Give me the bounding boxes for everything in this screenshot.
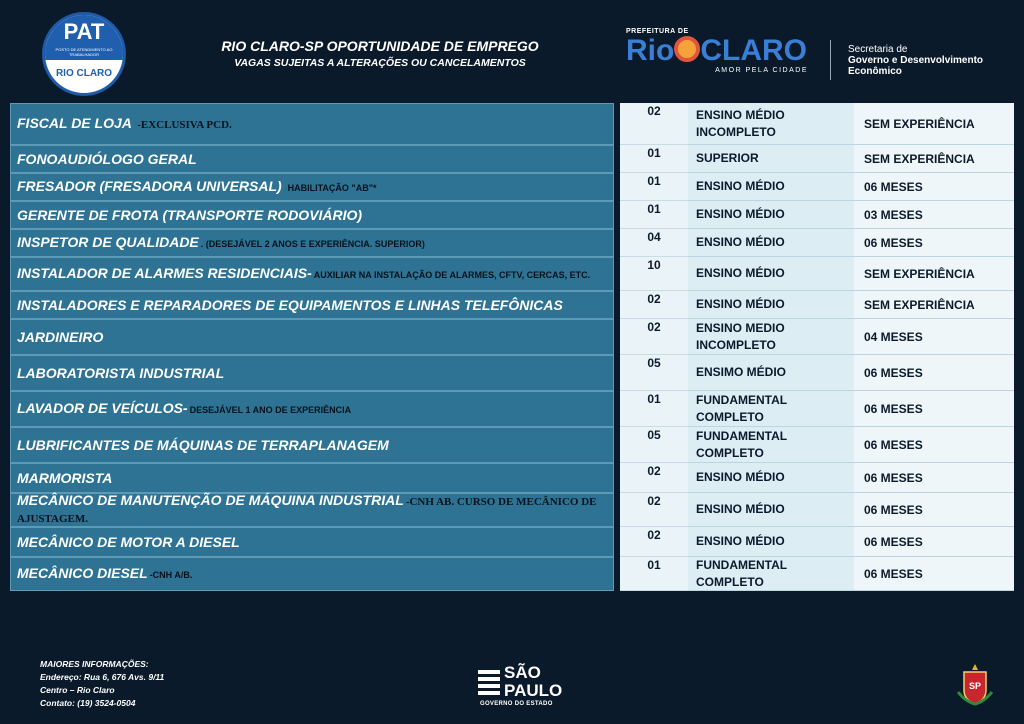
table-row <box>10 493 1014 527</box>
vacancy-count: 01 <box>620 201 688 229</box>
education-requirement: FUNDAMENTAL COMPLETO <box>688 427 854 463</box>
education-requirement: ENSINO MÉDIO <box>688 173 854 201</box>
vacancy-count: 02 <box>620 463 688 493</box>
job-title-cell <box>10 103 614 145</box>
job-title-wrapper <box>17 152 197 167</box>
prefeitura-rio-claro-logo <box>626 28 826 84</box>
vacancy-count: 05 <box>620 355 688 391</box>
job-title: MARMORISTA <box>17 469 113 486</box>
education-requirement: FUNDAMENTAL COMPLETO <box>688 557 854 591</box>
rio-claro-wordmark <box>626 35 826 67</box>
education-requirement: ENSINO MÉDIO <box>688 229 854 257</box>
education-requirement: ENSINO MÉDIO <box>688 527 854 557</box>
education-requirement: FUNDAMENTAL COMPLETO <box>688 391 854 427</box>
secretaria-label <box>848 44 983 77</box>
info-title: MAIORES INFORMAÇÕES: <box>40 659 149 669</box>
job-title-wrapper <box>17 179 376 196</box>
table-row <box>10 463 1014 493</box>
table-row <box>10 257 1014 291</box>
table-row <box>10 229 1014 257</box>
location-pin-icon <box>674 36 700 62</box>
experience-requirement: SEM EXPERIÊNCIA <box>854 291 1014 319</box>
jobs-table <box>10 103 1014 591</box>
vacancy-count: 10 <box>620 257 688 291</box>
experience-requirement: 06 MESES <box>854 557 1014 591</box>
job-title: MECÂNICO DE MANUTENÇÃO DE MÁQUINA INDUSTRIAL <box>17 492 404 508</box>
sp-coat-of-arms-icon <box>956 662 994 706</box>
vacancy-count: 02 <box>620 493 688 527</box>
table-row <box>10 103 1014 145</box>
vacancy-count: 02 <box>620 319 688 355</box>
job-requirement-note: . (DESEJÁVEL 2 ANOS E EXPERIÊNCIA. SUPERIOR) <box>200 238 425 249</box>
address: Endereço: Rua 6, 676 Avs. 9/11 <box>40 672 165 682</box>
experience-requirement: 06 MESES <box>854 391 1014 427</box>
pat-logo <box>42 12 126 96</box>
vacancy-count: 02 <box>620 103 688 145</box>
job-requirement-note: HABILITAÇÃO "AB"* <box>287 182 377 193</box>
table-row <box>10 173 1014 201</box>
experience-requirement: 06 MESES <box>854 355 1014 391</box>
job-title: LUBRIFICANTES DE MÁQUINAS DE TERRAPLANAGEM <box>17 436 389 453</box>
education-requirement: ENSINO MÉDIO <box>688 493 854 527</box>
job-requirement-note: -CNH A/B. <box>149 569 193 580</box>
education-requirement: SUPERIOR <box>688 145 854 173</box>
pat-logo-subtitle: POSTO DE ATENDIMENTO AO TRABALHADOR <box>45 47 123 60</box>
tagline: AMOR PELA CIDADE <box>715 67 808 74</box>
sao-paulo-gov-logo <box>478 663 563 708</box>
job-requirement-note: -EXCLUSIVA PCD. <box>137 118 232 131</box>
job-title-cell <box>10 527 614 557</box>
table-row <box>10 391 1014 427</box>
job-title: FRESADOR (FRESADORA UNIVERSAL) <box>17 177 286 194</box>
table-row <box>10 201 1014 229</box>
job-title-wrapper <box>17 235 425 252</box>
vacancy-count: 02 <box>620 291 688 319</box>
job-title-cell <box>10 319 614 355</box>
job-title: JARDINEIRO <box>17 328 104 345</box>
header-divider <box>830 40 831 80</box>
experience-requirement: 03 MESES <box>854 201 1014 229</box>
claro-word: CLARO <box>700 34 807 67</box>
job-title-wrapper <box>17 471 112 486</box>
job-title-cell <box>10 557 614 591</box>
table-row <box>10 355 1014 391</box>
job-title-cell <box>10 463 614 493</box>
city: Centro – Rio Claro <box>40 685 115 695</box>
rio-word: Rio <box>626 34 675 67</box>
job-title-cell <box>10 355 614 391</box>
education-requirement: ENSINO MÉDIO INCOMPLETO <box>688 103 854 145</box>
experience-requirement: 06 MESES <box>854 463 1014 493</box>
sp-wordmark <box>504 664 562 700</box>
job-title-wrapper <box>17 266 590 283</box>
vacancy-count: 01 <box>620 145 688 173</box>
table-row <box>10 291 1014 319</box>
page-title: RIO CLARO-SP OPORTUNIDADE DE EMPREGO <box>221 38 539 54</box>
job-title-wrapper <box>17 535 240 550</box>
experience-requirement: 06 MESES <box>854 229 1014 257</box>
job-title-wrapper <box>17 330 103 345</box>
job-title-wrapper <box>17 401 351 418</box>
job-title-cell <box>10 229 614 257</box>
job-title-cell <box>10 201 614 229</box>
table-row <box>10 427 1014 463</box>
experience-requirement: 04 MESES <box>854 319 1014 355</box>
sp-line2: PAULO <box>504 681 563 700</box>
job-title-wrapper <box>17 116 232 133</box>
pat-logo-brand: RIO CLARO <box>55 67 113 79</box>
pat-logo-title: PAT <box>45 15 123 51</box>
vacancy-count: 01 <box>620 173 688 201</box>
job-title-cell <box>10 257 614 291</box>
job-title-wrapper <box>17 438 389 453</box>
experience-requirement: 06 MESES <box>854 173 1014 201</box>
job-title-wrapper <box>17 366 224 381</box>
sp-line1: SÃO <box>504 663 541 682</box>
table-row <box>10 319 1014 355</box>
education-requirement: ENSINO MÉDIO <box>688 201 854 229</box>
job-title: LABORATORISTA INDUSTRIAL <box>17 364 225 381</box>
contact-phone: Contato: (19) 3524-0504 <box>40 698 136 708</box>
job-title-cell <box>10 493 614 527</box>
job-title: MECÂNICO DE MOTOR A DIESEL <box>17 533 240 550</box>
education-requirement: ENSIMO MÉDIO <box>688 355 854 391</box>
sp-flag-icon <box>478 670 500 698</box>
job-title-cell <box>10 391 614 427</box>
job-title-wrapper <box>17 298 563 313</box>
job-title-cell <box>10 291 614 319</box>
education-requirement: ENSINO MÉDIO <box>688 463 854 493</box>
job-title-cell <box>10 145 614 173</box>
experience-requirement: 06 MESES <box>854 527 1014 557</box>
experience-requirement: SEM EXPERIÊNCIA <box>854 145 1014 173</box>
job-requirement-note: DESEJÁVEL 1 ANO DE EXPERIÊNCIA <box>189 404 352 415</box>
table-row <box>10 145 1014 173</box>
vacancy-count: 01 <box>620 391 688 427</box>
experience-requirement: SEM EXPERIÊNCIA <box>854 103 1014 145</box>
education-requirement: ENSINO MEDIO INCOMPLETO <box>688 319 854 355</box>
education-requirement: ENSINO MÉDIO <box>688 257 854 291</box>
job-title: INSPETOR DE QUALIDADE <box>17 233 199 250</box>
header-titles <box>190 38 570 69</box>
table-row <box>10 527 1014 557</box>
table-row <box>10 557 1014 591</box>
job-title: MECÂNICO DIESEL <box>17 564 148 581</box>
page-subtitle: VAGAS SUJEITAS A ALTERAÇÕES OU CANCELAMENTOS <box>234 57 526 69</box>
job-requirement-note: AUXILIAR NA INSTALAÇÃO DE ALARMES, CFTV, CERCAS, ETC. <box>313 269 591 280</box>
job-title-cell <box>10 427 614 463</box>
job-title: GERENTE DE FROTA (TRANSPORTE RODOVIÁRIO) <box>17 206 363 223</box>
job-title: LAVADOR DE VEÍCULOS- <box>17 399 188 416</box>
job-title: INSTALADOR DE ALARMES RESIDENCIAIS- <box>17 264 312 281</box>
secretaria-line1: Secretaria de <box>848 44 908 55</box>
vacancy-count: 01 <box>620 557 688 591</box>
job-title-cell <box>10 173 614 201</box>
vacancy-count: 02 <box>620 527 688 557</box>
contact-info <box>40 658 164 710</box>
experience-requirement: 06 MESES <box>854 427 1014 463</box>
vacancy-count: 04 <box>620 229 688 257</box>
job-title: FONOAUDIÓLOGO GERAL <box>17 150 197 167</box>
job-title-wrapper <box>17 493 607 527</box>
secretaria-line3: Econômico <box>848 66 902 77</box>
secretaria-line2: Governo e Desenvolvimento <box>848 55 984 66</box>
sp-gov-label: GOVERNO DO ESTADO <box>480 701 553 707</box>
brasao-text: SP <box>968 681 982 691</box>
job-title-wrapper <box>17 208 362 223</box>
job-requirement-note: -CNH AB. CURSO DE MECÂNICO DE AJUSTAGEM. <box>17 496 597 525</box>
job-title: FISCAL DE LOJA <box>17 114 136 131</box>
job-title: INSTALADORES E REPARADORES DE EQUIPAMENTOS E LINHAS TELEFÔNICAS <box>17 296 563 313</box>
experience-requirement: 06 MESES <box>854 493 1014 527</box>
prefeitura-label: PREFEITURA DE <box>626 28 689 35</box>
job-title-wrapper <box>17 566 192 583</box>
experience-requirement: SEM EXPERIÊNCIA <box>854 257 1014 291</box>
education-requirement: ENSINO MÉDIO <box>688 291 854 319</box>
vacancy-count: 05 <box>620 427 688 463</box>
